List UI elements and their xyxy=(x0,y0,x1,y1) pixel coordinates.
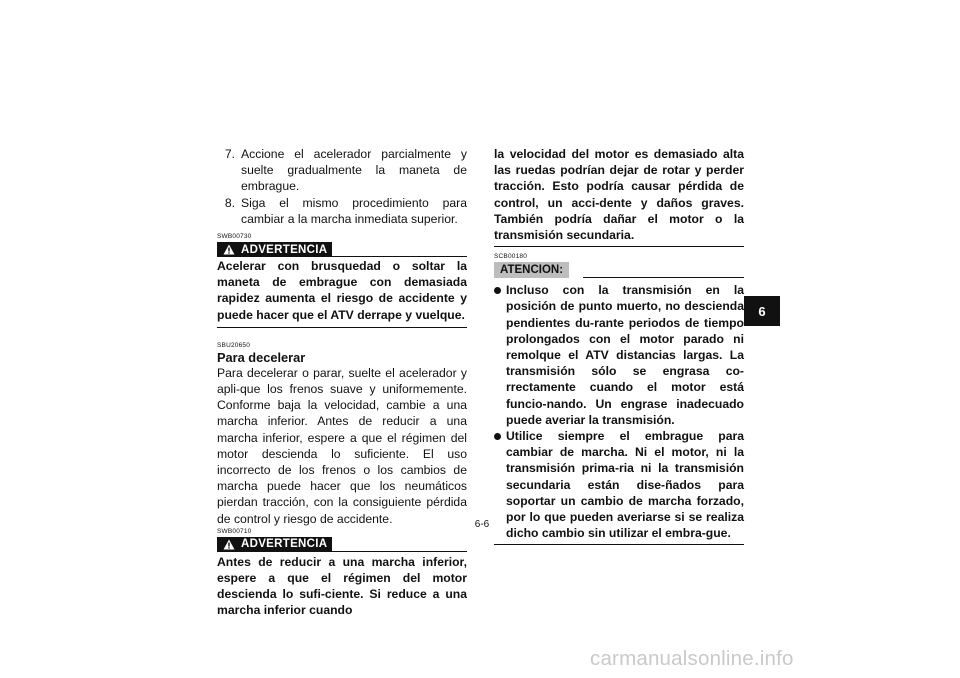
warning-header xyxy=(217,537,467,552)
warning-rule xyxy=(332,256,467,257)
warning-code: SWB00710 xyxy=(217,527,252,535)
warning-code: SWB00730 xyxy=(217,233,252,241)
section-body: Para decelerar o parar, suelte el acelerador y apli-que los frenos suave y uniformemente. Conforme baja la velocidad, cambie a una marcha inferior. Antes de reducir a una marcha inferior, espere a que el régimen del motor descienda lo suficiente. El uso incorrecto de los frenos o los cambios de marcha puede hacer que los neumáticos pierdan tracción, con la consiguiente pérdida de control y riesgo de accidente. xyxy=(217,365,467,526)
warning-rule xyxy=(332,551,467,552)
step-item xyxy=(217,146,467,195)
bullet-dot-icon xyxy=(494,282,506,428)
caution-badge: ATENCION: xyxy=(494,262,569,278)
warning-badge xyxy=(217,242,332,257)
warning-badge xyxy=(217,537,332,552)
warning-text: Antes de reducir a una marcha inferior, espere a que el régimen del motor descienda lo sufi-ciente. Si reduce a una marcha inferior cuando xyxy=(217,554,467,618)
caution-header xyxy=(494,262,744,278)
step-number: 7. xyxy=(224,147,235,161)
section-heading: Para decelerar xyxy=(217,349,306,365)
step-text: Accione el acelerador parcialmente y suelte gradualmente la maneta de embrague. xyxy=(241,147,467,194)
bullet-text: Utilice siempre el embrague para cambiar de marcha. Ni el motor, ni la transmisión prima-ria ni la transmisión secundaria están dise-ñados para soportar un cambio de marcha forzado, por lo que pueden averiarse si se realiza dicho cambio sin utilizar el embra-gue. xyxy=(506,429,744,541)
warning-triangle-icon xyxy=(223,244,235,255)
bullet-text: Incluso con la transmisión en la posición de punto muerto, no descienda pendientes du-rante periodos de tiempo prolongados con el motor parado ni remolque el ATV distancias largas. La transmisión sólo se engrasa co-rrectamente cuando el motor está funcio-nando. Un engrase inadecuado puede averiar la transmisión. xyxy=(506,283,744,427)
page-number: 6-6 xyxy=(474,519,490,530)
left-column xyxy=(217,146,467,619)
warning-end-rule xyxy=(494,246,744,247)
warning-label: ADVERTENCIA xyxy=(241,538,328,551)
caution-bullet xyxy=(494,428,744,541)
bullet-dot-icon xyxy=(494,428,506,541)
warning-header xyxy=(217,242,467,257)
section-code: SBU20650 xyxy=(217,341,251,349)
right-column xyxy=(494,146,744,545)
step-text: Siga el mismo procedimiento para cambiar a la marcha inmediata superior. xyxy=(241,195,467,226)
step-number: 8. xyxy=(224,195,235,210)
caution-bullet xyxy=(494,282,744,428)
caution-rule xyxy=(583,277,744,278)
watermark: carmanualsonline.info xyxy=(590,647,794,670)
caution-code: SCB00180 xyxy=(494,253,528,261)
warning-text: Acelerar con brusquedad o soltar la maneta de embrague con demasiada rapidez aumenta el riesgo de accidente y puede hacer que el ATV derrape y vuelque. xyxy=(217,259,467,322)
warning-triangle-icon xyxy=(223,539,235,550)
warning-label: ADVERTENCIA xyxy=(241,243,328,256)
chapter-tab: 6 xyxy=(744,296,780,326)
caution-end-rule xyxy=(494,544,744,545)
warning-text-continued: la velocidad del motor es demasiado alta las ruedas podrían dejar de rotar y perder tracción. Esto podría causar pérdida de control, un acci-dente y daños graves. También podría dañar el motor o la transmisión secundaria. xyxy=(494,147,744,243)
step-item xyxy=(217,195,467,227)
warning-end-rule xyxy=(217,327,467,328)
